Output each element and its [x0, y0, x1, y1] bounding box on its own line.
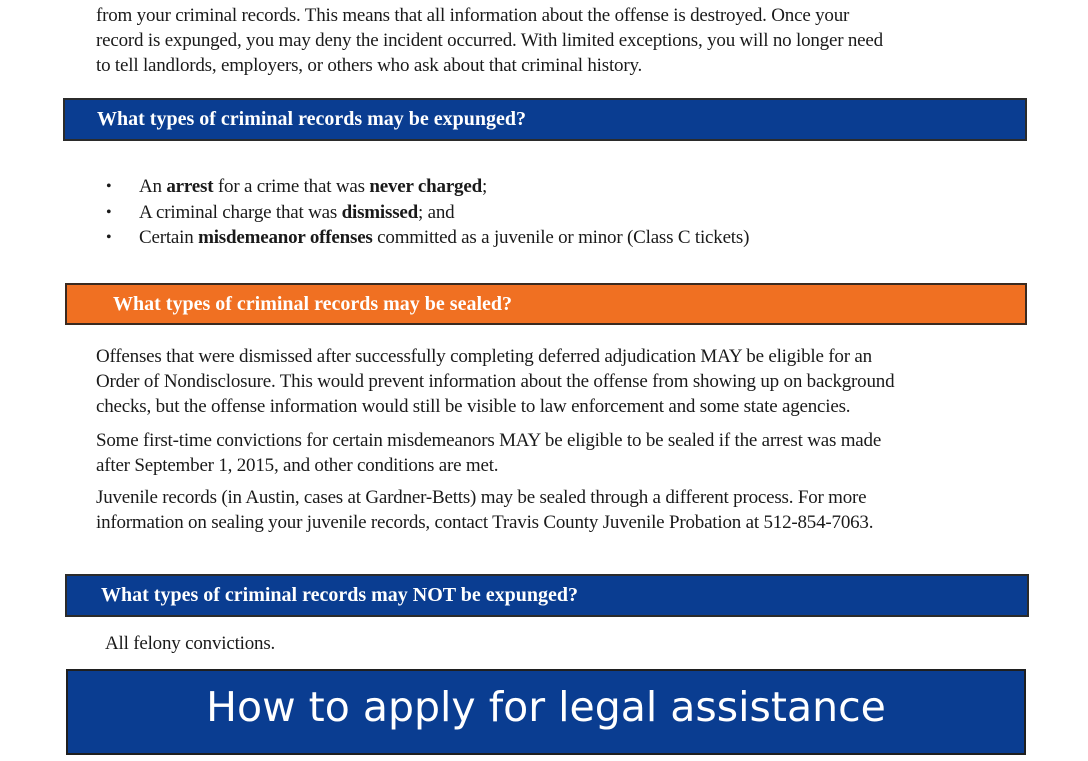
not-expunged-heading: What types of criminal records may NOT be expunged?	[101, 584, 579, 606]
list-item: • Certain misdemeanor offenses committed as a juvenile or minor (Class C tickets)	[106, 225, 1006, 251]
sealed-heading: What types of criminal records may be sealed?	[113, 292, 513, 315]
intro-line: record is expunged, you may deny the incident occurred. With limited exceptions, you will no longer need	[96, 30, 883, 51]
expunged-list	[106, 174, 1006, 251]
expunged-heading: What types of criminal records may be expunged?	[97, 108, 527, 130]
list-item: • A criminal charge that was dismissed; and	[106, 200, 1006, 226]
sealed-heading-bar	[65, 283, 1027, 325]
apply-legal-assistance-label: How to apply for legal assistance	[206, 683, 886, 731]
bullet-icon: •	[106, 203, 112, 221]
not-expunged-heading-bar	[65, 574, 1029, 617]
bullet-icon: •	[106, 229, 112, 246]
intro-line: from your criminal records. This means that all information about the offense is destroyed. Once your	[96, 5, 850, 26]
list-item: • An arrest for a crime that was never charged;	[106, 174, 1006, 200]
intro-line: to tell landlords, employers, or others who ask about that criminal history.	[96, 55, 643, 76]
not-expunged-body: All felony convictions.	[105, 633, 276, 654]
bullet-icon: •	[106, 178, 112, 195]
expunged-heading-bar	[63, 98, 1027, 141]
apply-legal-assistance-banner[interactable]	[66, 669, 1026, 755]
